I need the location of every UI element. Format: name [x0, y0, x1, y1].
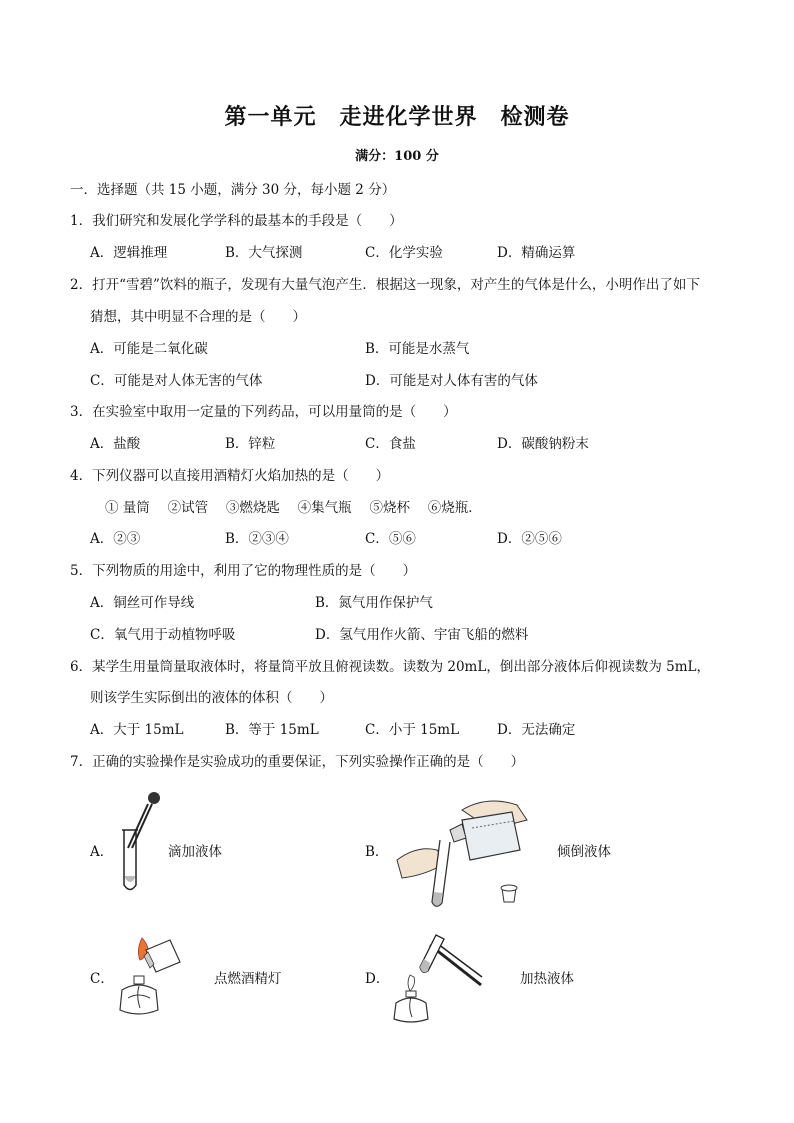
q5-option-d: D．氢气用作火箭、宇宙飞船的燃料	[315, 627, 529, 643]
q6-option-b: B．等于 15mL	[225, 722, 319, 738]
q3-option-d: D．碳酸钠粉末	[497, 436, 589, 452]
question-5-stem: 5．下列物质的用途中，利用了它的物理性质的是（ ）	[70, 563, 417, 579]
q4-option-a: A．②③	[90, 531, 141, 547]
question-3-stem: 3．在实验室中取用一定量的下列药品，可以用量筒的是（ ）	[70, 404, 457, 420]
q5-option-c: C．氧气用于动植物呼吸	[90, 627, 236, 643]
pouring-liquid-illustration	[392, 790, 542, 915]
question-6-stem-cont: 则该学生实际倒出的液体的体积（ ）	[90, 690, 333, 706]
q3-option-c: C．食盐	[365, 436, 416, 452]
q4-option-b: B．②③④	[225, 531, 289, 547]
q7-option-b-caption: 倾倒液体	[557, 844, 611, 860]
heating-liquid-illustration	[386, 925, 486, 1025]
q4-option-c: C．⑤⑥	[365, 531, 416, 547]
q2-option-d: D．可能是对人体有害的气体	[365, 373, 538, 389]
q6-option-c: C．小于 15mL	[365, 722, 460, 738]
question-6-stem: 6．某学生用量筒量取液体时，将量筒平放且俯视读数。读数为 20mL，倒出部分液体后仰视读数为 5mL，	[70, 659, 710, 675]
q7-option-a-letter: A．	[90, 844, 114, 860]
q1-option-c: C．化学实验	[365, 245, 443, 261]
q7-option-a-caption: 滴加液体	[168, 844, 222, 860]
q7-option-d-caption: 加热液体	[520, 971, 574, 987]
q7-option-d-letter: D．	[365, 971, 390, 987]
q7-option-b-letter: B．	[365, 844, 389, 860]
question-2-stem-cont: 猜想，其中明显不合理的是（ ）	[90, 309, 306, 325]
q7-option-c-caption: 点燃酒精灯	[214, 971, 282, 987]
question-7-stem: 7．正确的实验操作是实验成功的重要保证，下列实验操作正确的是（ ）	[70, 754, 525, 770]
lighting-alcohol-lamp-illustration	[108, 928, 188, 1023]
q6-option-a: A．大于 15mL	[90, 722, 184, 738]
page-title: 第一单元 走进化学世界 检测卷	[224, 104, 570, 130]
q7-option-c-letter: C．	[90, 971, 114, 987]
q2-option-b: B．可能是水蒸气	[365, 341, 470, 357]
q5-option-a: A．铜丝可作导线	[90, 595, 195, 611]
q3-option-a: A．盐酸	[90, 436, 141, 452]
dropper-test-tube-illustration	[108, 790, 168, 900]
question-4-stem: 4．下列仪器可以直接用酒精灯火焰加热的是（ ）	[70, 468, 390, 484]
q3-option-b: B．锌粒	[225, 436, 276, 452]
section-heading: 一．选择题（共 15 小题，满分 30 分，每小题 2 分）	[70, 182, 396, 198]
q4-option-d: D．②⑤⑥	[497, 531, 562, 547]
full-score: 满分：100 分	[355, 149, 439, 164]
q2-option-a: A．可能是二氧化碳	[90, 341, 208, 357]
question-2-stem: 2．打开“雪碧”饮料的瓶子，发现有大量气泡产生．根据这一现象，对产生的气体是什么，小明作出了如下	[70, 277, 700, 293]
q4-instrument-list: ① 量筒 ②试管 ③燃烧匙 ④集气瓶 ⑤烧杯 ⑥烧瓶．	[105, 500, 482, 516]
q6-option-d: D．无法确定	[497, 722, 576, 738]
question-1-stem: 1．我们研究和发展化学学科的最基本的手段是（ ）	[70, 213, 403, 229]
q2-option-c: C．可能是对人体无害的气体	[90, 373, 263, 389]
q1-option-a: A．逻辑推理	[90, 245, 168, 261]
q1-option-d: D．精确运算	[497, 245, 576, 261]
q5-option-b: B．氮气用作保护气	[315, 595, 433, 611]
q1-option-b: B．大气探测	[225, 245, 303, 261]
